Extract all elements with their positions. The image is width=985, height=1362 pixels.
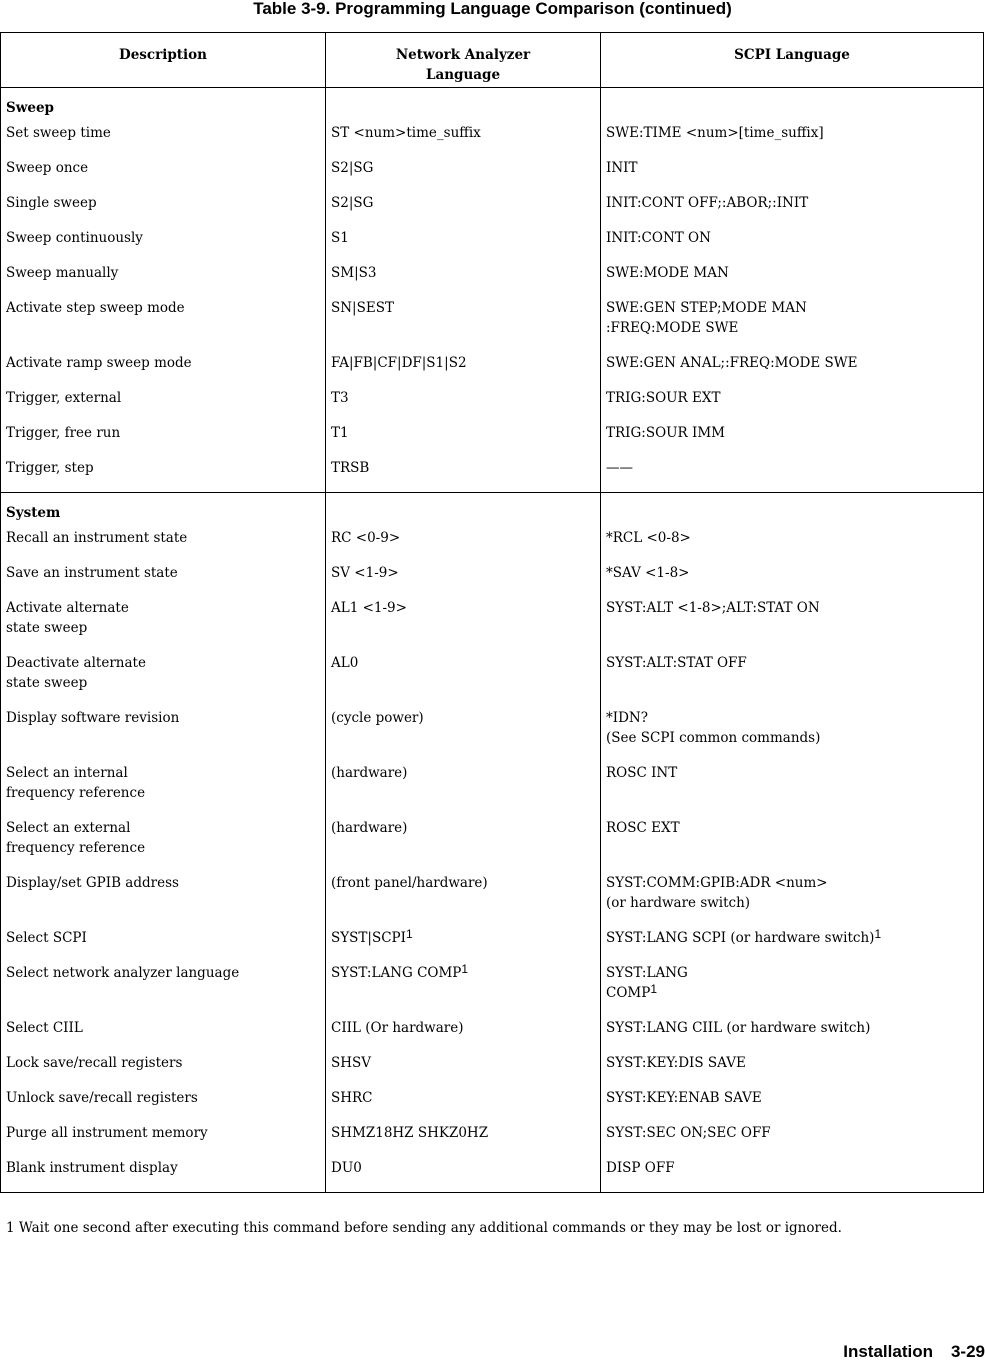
cell-scpi [601, 563, 984, 598]
cell-scpi [601, 123, 984, 158]
footnote-marker: 1 [461, 961, 469, 976]
cell-description-text: Activate step sweep mode [6, 299, 185, 316]
cell-description [1, 528, 326, 563]
cell-scpi-text: SYST:COMM:GPIB:ADR <num> (or hardware switch) [606, 874, 828, 911]
cell-network-analyzer-text: T3 [331, 389, 349, 406]
cell-scpi [601, 1088, 984, 1123]
cell-network-analyzer [326, 563, 601, 598]
cell-description [1, 1053, 326, 1088]
cell-scpi [601, 708, 984, 763]
table-row [1, 158, 984, 193]
cell-scpi-text: INIT:CONT OFF;:ABOR;:INIT [606, 194, 809, 211]
cell-network-analyzer [326, 193, 601, 228]
cell-network-analyzer [326, 458, 601, 493]
cell-network-analyzer [326, 228, 601, 263]
table-row [1, 928, 984, 963]
cell-network-analyzer-text: SHSV [331, 1054, 372, 1071]
cell-description [1, 708, 326, 763]
cell-scpi [601, 528, 984, 563]
cell-scpi-text: SYST:KEY:DIS SAVE [606, 1054, 746, 1071]
cell-description-text: Display software revision [6, 709, 180, 726]
cell-description-text: Select an internal frequency reference [6, 764, 146, 801]
cell-scpi [601, 388, 984, 423]
footnote-marker: 1 [650, 981, 657, 996]
cell-scpi-text: SYST:KEY:ENAB SAVE [606, 1089, 762, 1106]
table-row [1, 528, 984, 563]
cell-scpi-text: SWE:TIME <num>[time_suffix] [606, 124, 824, 141]
cell-description-text: Activate alternate state sweep [6, 599, 129, 636]
cell-description-text: Single sweep [6, 194, 97, 211]
cell-network-analyzer-text: FA|FB|CF|DF|S1|S2 [331, 354, 467, 371]
section-header-row [1, 493, 984, 528]
cell-network-analyzer-text: DU0 [331, 1159, 362, 1176]
table-row [1, 458, 984, 493]
cell-scpi-text: SYST:ALT <1-8>;ALT:STAT ON [606, 599, 820, 616]
cell-description [1, 1088, 326, 1123]
cell-scpi-text: SWE:MODE MAN [606, 264, 729, 281]
cell-network-analyzer-text: SYST|SCPI [331, 929, 406, 946]
cell-description-text: Unlock save/recall registers [6, 1089, 198, 1106]
cell-network-analyzer-text: S1 [331, 229, 349, 246]
cell-network-analyzer [326, 123, 601, 158]
cell-network-analyzer-text: (front panel/hardware) [331, 874, 488, 891]
cell-description [1, 818, 326, 873]
cell-network-analyzer [326, 598, 601, 653]
cell-scpi [601, 763, 984, 818]
cell-network-analyzer-text: (hardware) [331, 764, 408, 781]
cell-scpi [601, 598, 984, 653]
header-network-analyzer: Network Analyzer Language [326, 33, 601, 88]
cell-network-analyzer-text: SV <1-9> [331, 564, 399, 581]
cell-scpi [601, 963, 984, 1018]
cell-description [1, 263, 326, 298]
cell-description [1, 158, 326, 193]
table-title: Table 3-9. Programming Language Comparison (continued) [253, 0, 732, 18]
cell-network-analyzer [326, 388, 601, 423]
cell-scpi-text: INIT:CONT ON [606, 229, 711, 246]
cell-description [1, 1158, 326, 1193]
cell-description [1, 193, 326, 228]
cell-network-analyzer [326, 528, 601, 563]
cell-network-analyzer-text: (hardware) [331, 819, 408, 836]
cell-description-text: Save an instrument state [6, 564, 178, 581]
cell-scpi-text: SYST:SEC ON;SEC OFF [606, 1124, 771, 1141]
cell-network-analyzer [326, 653, 601, 708]
table-row [1, 763, 984, 818]
page-footer [843, 1342, 985, 1362]
cell-description-text: Recall an instrument state [6, 529, 188, 546]
cell-description-text: Select CIIL [6, 1019, 83, 1036]
table-row [1, 423, 984, 458]
cell-network-analyzer [326, 763, 601, 818]
cell-network-analyzer-text: AL1 <1-9> [331, 599, 407, 616]
cell-description-text: Display/set GPIB address [6, 874, 179, 891]
section-header-row [1, 88, 984, 123]
cell-description-text: Purge all instrument memory [6, 1124, 208, 1141]
cell-network-analyzer-text: T1 [331, 424, 349, 441]
cell-scpi [601, 928, 984, 963]
header-scpi: SCPI Language [601, 33, 984, 88]
cell-description-text: Set sweep time [6, 124, 111, 141]
cell-scpi-text: SWE:GEN STEP;MODE MAN :FREQ:MODE SWE [606, 299, 807, 336]
cell-network-analyzer-text: SM|S3 [331, 264, 377, 281]
cell-description [1, 963, 326, 1018]
cell-scpi-text: SWE:GEN ANAL;:FREQ:MODE SWE [606, 354, 858, 371]
cell-scpi [601, 1053, 984, 1088]
table-row [1, 388, 984, 423]
cell-scpi [601, 1018, 984, 1053]
footnote-marker: 1 [874, 926, 882, 941]
cell-scpi-text: SYST:LANG COMP [606, 964, 688, 1001]
cell-network-analyzer-text: AL0 [331, 654, 359, 671]
cell-scpi [601, 228, 984, 263]
table-row [1, 708, 984, 763]
section-title: System [1, 493, 326, 528]
cell-description-text: Sweep continuously [6, 229, 143, 246]
cell-description [1, 563, 326, 598]
cell-network-analyzer-text: S2|SG [331, 159, 374, 176]
cell-network-analyzer [326, 1158, 601, 1193]
cell-network-analyzer [326, 158, 601, 193]
table-row [1, 818, 984, 873]
cell-network-analyzer-text: CIIL (Or hardware) [331, 1019, 464, 1036]
table-row [1, 1018, 984, 1053]
cell-description [1, 388, 326, 423]
table-row [1, 653, 984, 708]
cell-scpi [601, 298, 984, 353]
cell-network-analyzer-text: S2|SG [331, 194, 374, 211]
cell-network-analyzer [326, 1053, 601, 1088]
cell-description [1, 353, 326, 388]
footnote: 1 Wait one second after executing this command before sending any additional commands or they may be lost or ignored. [6, 1220, 842, 1236]
cell-description-text: Deactivate alternate state sweep [6, 654, 146, 691]
table-row [1, 193, 984, 228]
cell-network-analyzer [326, 963, 601, 1018]
cell-scpi-text: *SAV <1-8> [606, 564, 690, 581]
table-row [1, 873, 984, 928]
header-row [1, 33, 984, 88]
cell-description-text: Trigger, external [6, 389, 122, 406]
cell-description [1, 423, 326, 458]
cell-network-analyzer [326, 353, 601, 388]
cell-description-text: Select an external frequency reference [6, 819, 146, 856]
cell-network-analyzer-text: SHMZ18HZ SHKZ0HZ [331, 1124, 489, 1141]
table-row [1, 228, 984, 263]
cell-description-text: Blank instrument display [6, 1159, 178, 1176]
cell-network-analyzer [326, 873, 601, 928]
cell-network-analyzer-text: SHRC [331, 1089, 373, 1106]
cell-scpi [601, 158, 984, 193]
cell-scpi [601, 353, 984, 388]
cell-scpi-text: INIT [606, 159, 638, 176]
cell-scpi-text: —— [606, 459, 633, 476]
cell-scpi [601, 873, 984, 928]
cell-network-analyzer [326, 1018, 601, 1053]
cell-network-analyzer-text: SN|SEST [331, 299, 394, 316]
cell-scpi-text: ROSC EXT [606, 819, 680, 836]
cell-scpi-text: SYST:LANG CIIL (or hardware switch) [606, 1019, 871, 1036]
cell-description [1, 598, 326, 653]
footer-section: Installation [843, 1342, 933, 1361]
cell-network-analyzer [326, 1088, 601, 1123]
cell-network-analyzer-text: ST <num>time_suffix [331, 124, 481, 141]
table-row [1, 1053, 984, 1088]
cell-network-analyzer [326, 928, 601, 963]
cell-scpi [601, 1158, 984, 1193]
cell-scpi-text: SYST:LANG SCPI (or hardware switch) [606, 929, 875, 946]
cell-scpi [601, 458, 984, 493]
cell-description [1, 123, 326, 158]
cell-network-analyzer [326, 263, 601, 298]
section-title: Sweep [1, 88, 326, 123]
cell-network-analyzer [326, 423, 601, 458]
cell-description [1, 228, 326, 263]
header-description: Description [1, 33, 326, 88]
cell-scpi-text: *RCL <0-8> [606, 529, 691, 546]
cell-scpi-text: ROSC INT [606, 764, 678, 781]
cell-scpi-text: DISP OFF [606, 1159, 675, 1176]
cell-network-analyzer [326, 708, 601, 763]
cell-network-analyzer-text: SYST:LANG COMP [331, 964, 462, 981]
cell-network-analyzer-text: (cycle power) [331, 709, 424, 726]
table-row [1, 298, 984, 353]
footer-page-number: 3-29 [950, 1342, 985, 1361]
table-row [1, 563, 984, 598]
table-row [1, 963, 984, 1018]
cell-network-analyzer [326, 818, 601, 873]
cell-description [1, 1123, 326, 1158]
footnote-marker: 1 [405, 926, 413, 941]
cell-description [1, 1018, 326, 1053]
cell-description [1, 653, 326, 708]
table-row [1, 353, 984, 388]
cell-description-text: Activate ramp sweep mode [6, 354, 192, 371]
cell-description-text: Select SCPI [6, 929, 87, 946]
table-row [1, 598, 984, 653]
cell-scpi [601, 818, 984, 873]
cell-description-text: Sweep manually [6, 264, 119, 281]
table-body [1, 88, 984, 1193]
cell-network-analyzer-text: RC <0-9> [331, 529, 401, 546]
cell-network-analyzer [326, 1123, 601, 1158]
cell-scpi [601, 1123, 984, 1158]
cell-scpi [601, 193, 984, 228]
cell-description-text: Sweep once [6, 159, 89, 176]
cell-network-analyzer-text: TRSB [331, 459, 370, 476]
cell-description-text: Select network analyzer language [6, 964, 240, 981]
cell-scpi-text: SYST:ALT:STAT OFF [606, 654, 747, 671]
table-row [1, 1088, 984, 1123]
cell-scpi [601, 653, 984, 708]
cell-description-text: Trigger, free run [6, 424, 121, 441]
cell-description [1, 763, 326, 818]
cell-scpi [601, 423, 984, 458]
cell-scpi [601, 263, 984, 298]
comparison-table [0, 32, 984, 1193]
table-row [1, 123, 984, 158]
cell-scpi-text: TRIG:SOUR EXT [606, 389, 721, 406]
cell-description [1, 458, 326, 493]
table-row [1, 263, 984, 298]
cell-description [1, 873, 326, 928]
table-row [1, 1158, 984, 1193]
table-row [1, 1123, 984, 1158]
cell-scpi-text: TRIG:SOUR IMM [606, 424, 725, 441]
cell-description-text: Trigger, step [6, 459, 94, 476]
cell-description-text: Lock save/recall registers [6, 1054, 183, 1071]
cell-scpi-text: *IDN? (See SCPI common commands) [606, 709, 821, 746]
cell-network-analyzer [326, 298, 601, 353]
cell-description [1, 298, 326, 353]
cell-description [1, 928, 326, 963]
